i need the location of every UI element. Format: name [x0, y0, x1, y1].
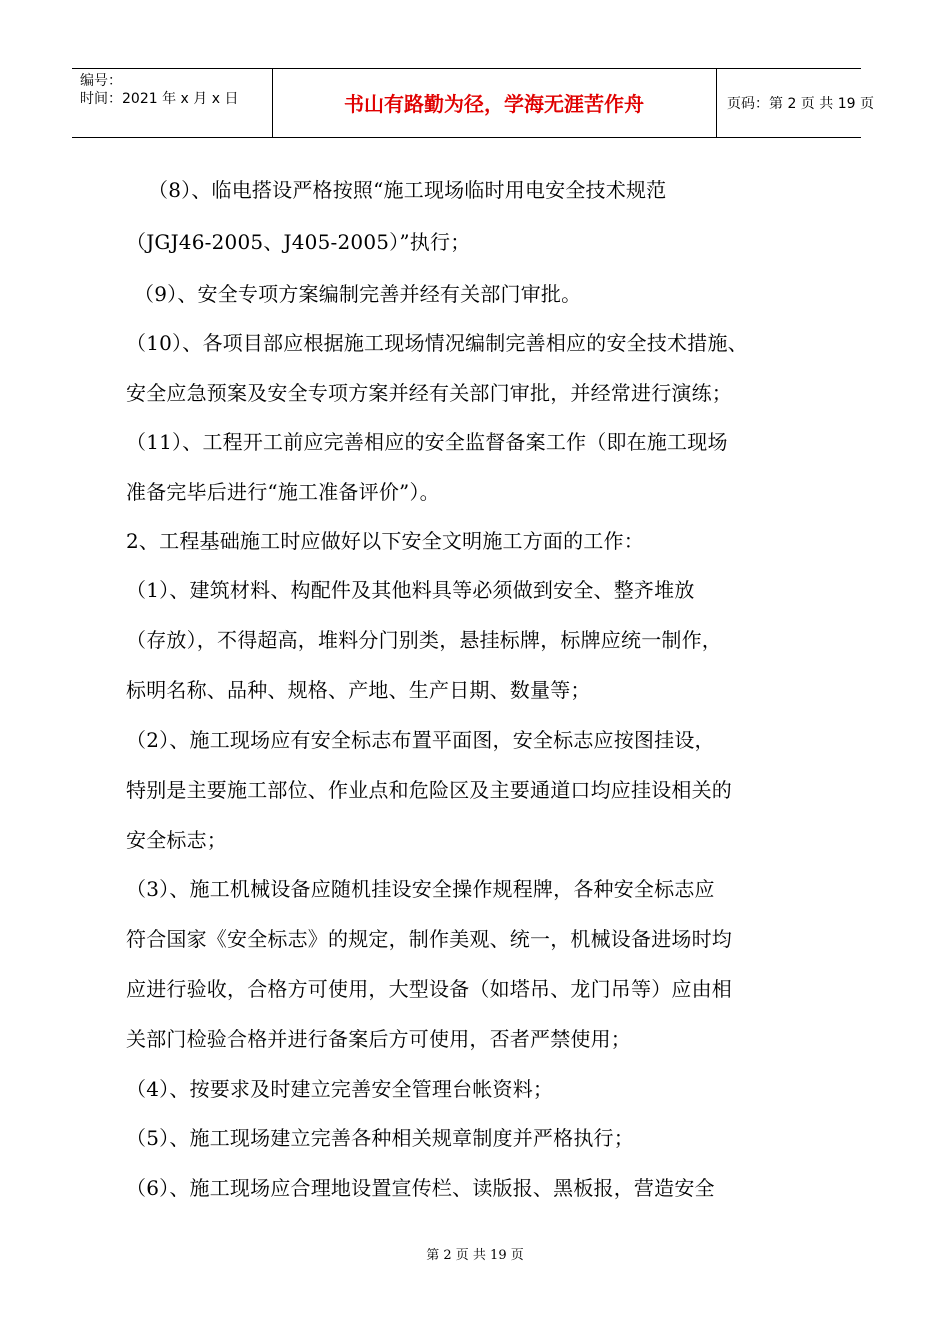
body-line: （4）、按要求及时建立完善安全管理台帐资料； [126, 1077, 554, 1101]
body-line: （3）、施工机械设备应随机挂设安全操作规程牌，各种安全标志应 [126, 877, 715, 901]
document-time-label: 时间：2021 年 x 月 x 日 [80, 91, 239, 107]
body-line: （10）、各项目部应根据施工现场情况编制完善相应的安全技术措施、 [126, 331, 748, 355]
body-line: 2、工程基础施工时应做好以下安全文明施工方面的工作： [126, 529, 644, 553]
header-page-info: 页码：第 2 页 共 19 页 [727, 96, 874, 112]
body-line: （2）、施工现场应有安全标志布置平面图，安全标志应按图挂设， [126, 728, 715, 752]
body-line: 关部门检验合格并进行备案后方可使用，否者严禁使用； [126, 1027, 631, 1051]
body-line: 特别是主要施工部位、作业点和危险区及主要通道口均应挂设相关的 [126, 778, 732, 802]
body-line: （JGJ46-2005、J405-2005）”执行； [126, 230, 471, 254]
body-line: 准备完毕后进行“施工准备评价”）。 [126, 480, 440, 504]
body-line: （1）、建筑材料、构配件及其他料具等必须做到安全、整齐堆放 [126, 578, 695, 602]
body-line: （9）、安全专项方案编制完善并经有关部门审批。 [134, 282, 582, 306]
body-line: 标明名称、品种、规格、产地、生产日期、数量等； [126, 678, 591, 702]
body-line: （存放），不得超高，堆料分门别类，悬挂标牌，标牌应统一制作， [126, 628, 722, 652]
body-line: 符合国家《安全标志》的规定，制作美观、统一，机械设备进场时均 [126, 927, 732, 951]
page-footer: 第 2 页 共 19 页 [426, 1248, 524, 1263]
body-line: 安全应急预案及安全专项方案并经有关部门审批，并经常进行演练； [126, 381, 732, 405]
header-page-cell [717, 69, 874, 137]
header-meta-cell [72, 69, 273, 137]
body-line: 应进行验收，合格方可使用，大型设备（如塔吊、龙门吊等）应由相 [126, 977, 732, 1001]
body-line: （8）、临电搭设严格按照“施工现场临时用电安全技术规范 [148, 178, 667, 202]
body-line: 安全标志； [126, 828, 227, 852]
document-header [72, 68, 874, 138]
body-line: （11）、工程开工前应完善相应的安全监督备案工作（即在施工现场 [126, 430, 728, 454]
document-code-label: 编号： [80, 73, 122, 89]
header-motto: 书山有路勤为径，学海无涯苦作舟 [344, 92, 644, 116]
body-line: （5）、施工现场建立完善各种相关规章制度并严格执行； [126, 1126, 634, 1150]
body-line: （6）、施工现场应合理地设置宣传栏、读版报、黑板报，营造安全 [126, 1176, 715, 1200]
header-motto-cell [272, 69, 717, 137]
